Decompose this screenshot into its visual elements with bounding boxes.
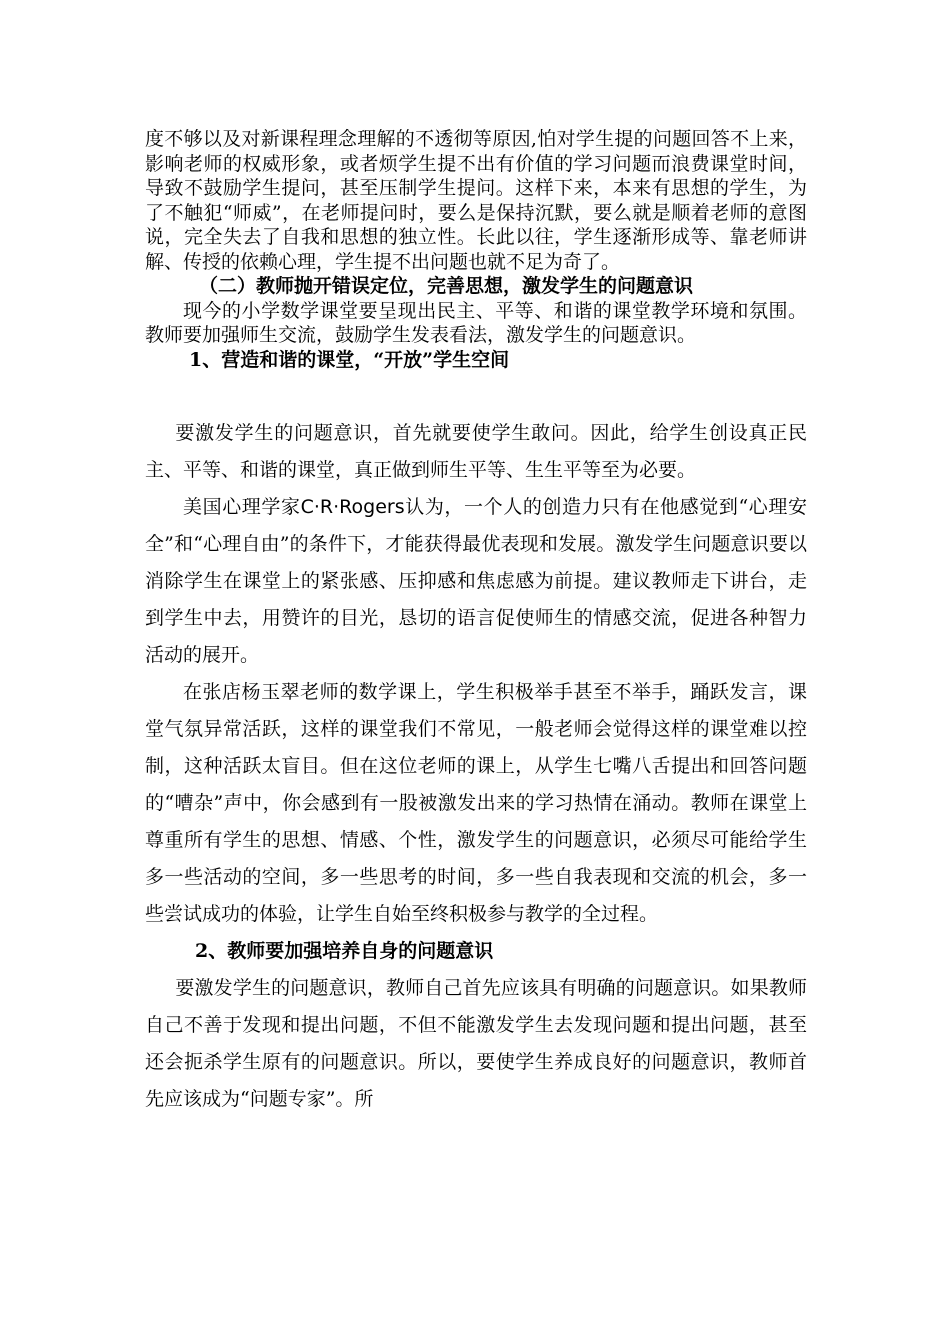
rogers-post: 认为，一个人的创造力只有在他感觉到“心理安全”和“心理自由”的条件下，才能获得最优表现和发展。激发学生问题意识要以消除学生在课堂上的紧张感、压抑感和焦虑感为前提。建议教师走下讲台，走到学生中去，用赞许的目光，恳切的语言促使师生的情感交流，促进各种智力活动的展开。 <box>145 496 807 666</box>
subheading-2: 2、教师要加强培养自身的问题意识 <box>195 940 494 962</box>
paragraph-continued: 度不够以及对新课程理念理解的不透彻等原因,怕对学生提的问题回答不上来，影响老师的权威形象，或者烦学生提不出有价值的学习问题而浪费课堂时间，导致不鼓励学生提问，甚至压制学生提问。这样下来，本来有思想的学生，为了不触犯“师威”，在老师提问时，要么是保持沉默，要么就是顺着老师的意图说，完全失去了自我和思想的独立性。长此以往，学生逐渐形成等、靠老师讲解、传授的依赖心理，学生提不出问题也就不足为奇了。 <box>145 128 807 273</box>
paragraph-rogers <box>145 489 807 674</box>
paragraph-teacher-awareness: 要激发学生的问题意识，教师自己首先应该具有明确的问题意识。如果教师自己不善于发现和提出问题，不但不能激发学生去发现问题和提出问题，甚至还会扼杀学生原有的问题意识。所以，要使学生养成良好的问题意识，教师首先应该成为“问题专家”。所 <box>145 977 807 1110</box>
rogers-name: C·R·Rogers <box>300 496 405 518</box>
text-block-main <box>145 415 807 1118</box>
rogers-pre: 美国心理学家 <box>183 496 301 518</box>
subheading-1: 1、营造和谐的课堂，“开放”学生空间 <box>189 348 510 371</box>
paragraph-intro: 现今的小学数学课堂要呈现出民主、平等、和谐的课堂教学环境和氛围。教师要加强师生交流，鼓励学生发表看法，激发学生的问题意识。 <box>145 299 807 346</box>
text-block-top <box>145 127 807 372</box>
paragraph-dare-to-ask: 要激发学生的问题意识，首先就要使学生敢问。因此，给学生创设真正民主、平等、和谐的课堂，真正做到师生平等、生生平等至为必要。 <box>145 422 807 481</box>
paragraph-classroom-example: 在张店杨玉翠老师的数学课上，学生积极举手甚至不举手，踊跃发言，课堂气氛异常活跃，这样的课堂我们不常见，一般老师会觉得这样的课堂难以控制，这种活跃太盲目。但在这位老师的课上，从学生七嘴八舌提出和回答问题的“嘈杂”声中，你会感到有一股被激发出来的学习热情在涌动。教师在课堂上尊重所有学生的思想、情感、个性，激发学生的问题意识，必须尽可能给学生多一些活动的空间，多一些思考的时间，多一些自我表现和交流的机会，多一些尝试成功的体验，让学生自始至终积极参与教学的全过程。 <box>145 681 807 925</box>
section-heading-2: （二）教师抛开错误定位，完善思想，激发学生的问题意识 <box>199 275 694 297</box>
